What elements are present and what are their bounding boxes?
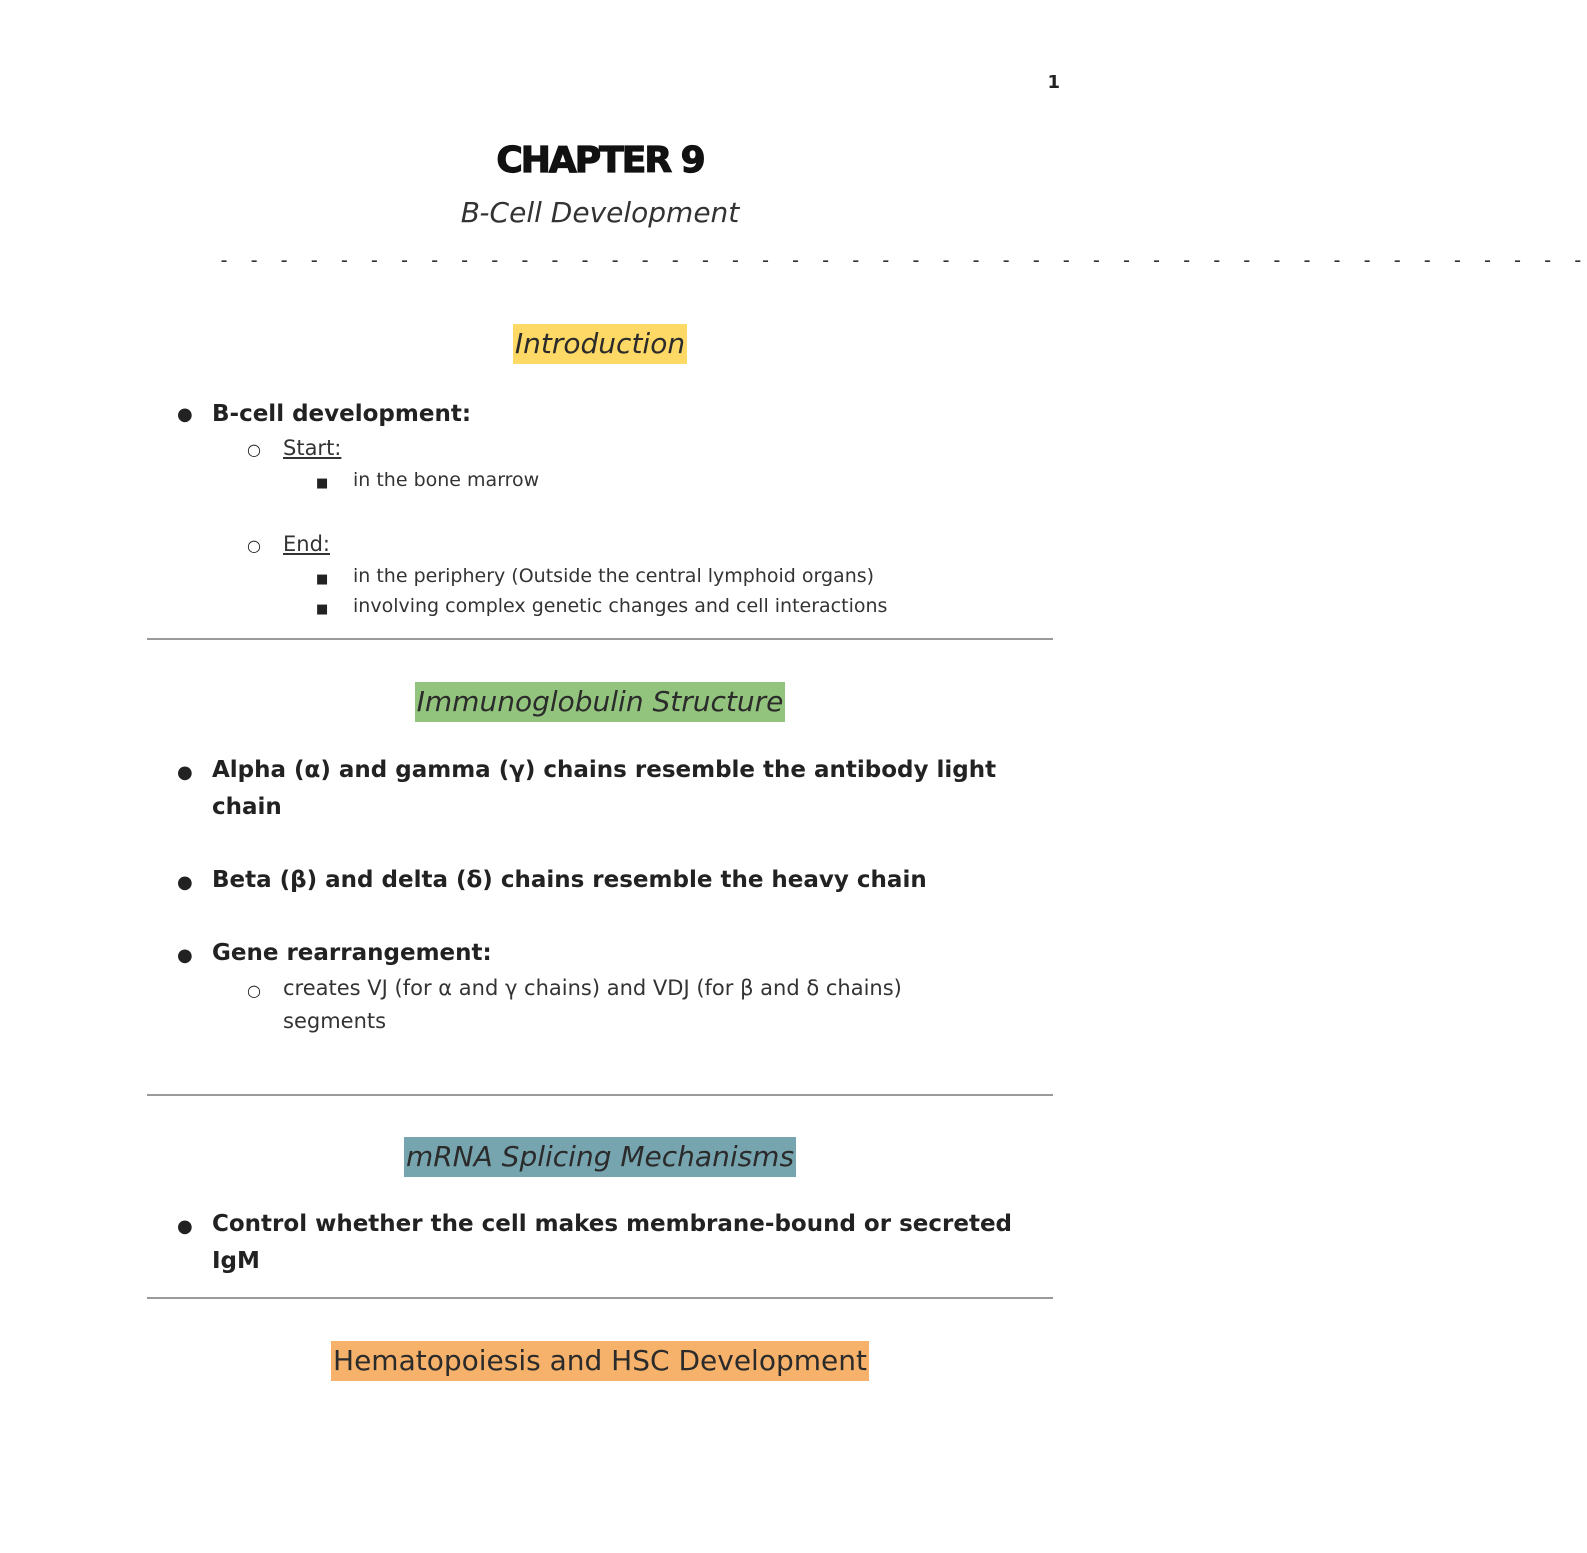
start-detail: in the bone marrow [353, 469, 540, 491]
mrna-heading-row [0, 1137, 1200, 1177]
page-number: 1 [1047, 72, 1060, 93]
dashed-divider: - - - - - - - - - - - - - - - - - - - - - - - - - - - - - - - - - - - - - - - - - - - - - - [218, 248, 1587, 272]
bullet-icon: ● [177, 762, 193, 783]
introduction-heading-row [0, 324, 1200, 364]
sub-bullet-icon: ○ [247, 981, 261, 1000]
bullet-icon: ● [177, 1216, 193, 1237]
chapter-subtitle: B-Cell Development [460, 196, 740, 229]
list-item-gene-rearrangement: Gene rearrangement: [212, 940, 492, 966]
square-bullet-icon: ■ [316, 572, 329, 587]
chapter-title: CHAPTER 9 [496, 140, 704, 181]
list-item-b-cell-development: B-cell development: [212, 401, 472, 427]
section-divider [147, 638, 1053, 640]
end-detail-1: in the periphery (Outside the central lymphoid organs) [353, 565, 875, 587]
sub-bullet-icon: ○ [247, 440, 261, 459]
list-item-beta-delta: Beta (β) and delta (δ) chains resemble the heavy chain [212, 867, 927, 893]
sub-item-vj-vdj: creates VJ (for α and γ chains) and VDJ (for β and δ chains) segments [283, 976, 902, 1033]
bullet-icon: ● [177, 404, 193, 425]
immunoglobulin-heading-row [0, 682, 1200, 722]
section-heading-introduction: Introduction [513, 324, 687, 364]
list-item-alpha-gamma: Alpha (α) and gamma (γ) chains resemble the antibody light chain [212, 757, 997, 820]
sub-bullet-icon: ○ [247, 536, 261, 555]
square-bullet-icon: ■ [316, 476, 329, 491]
bullet-icon: ● [177, 945, 193, 966]
section-heading-mrna: mRNA Splicing Mechanisms [404, 1137, 796, 1177]
section-heading-immunoglobulin: Immunoglobulin Structure [415, 682, 786, 722]
bullet-icon: ● [177, 872, 193, 893]
list-item-control-igm: Control whether the cell makes membrane-bound or secreted IgM [212, 1211, 1013, 1274]
end-detail-2: involving complex genetic changes and cell interactions [353, 595, 888, 617]
section-divider [147, 1297, 1053, 1299]
hematopoiesis-heading-row [0, 1341, 1200, 1381]
section-divider [147, 1094, 1053, 1096]
sub-item-start: Start: [283, 436, 342, 460]
square-bullet-icon: ■ [316, 602, 329, 617]
section-heading-hematopoiesis: Hematopoiesis and HSC Development [331, 1341, 869, 1381]
sub-item-end: End: [283, 532, 330, 556]
